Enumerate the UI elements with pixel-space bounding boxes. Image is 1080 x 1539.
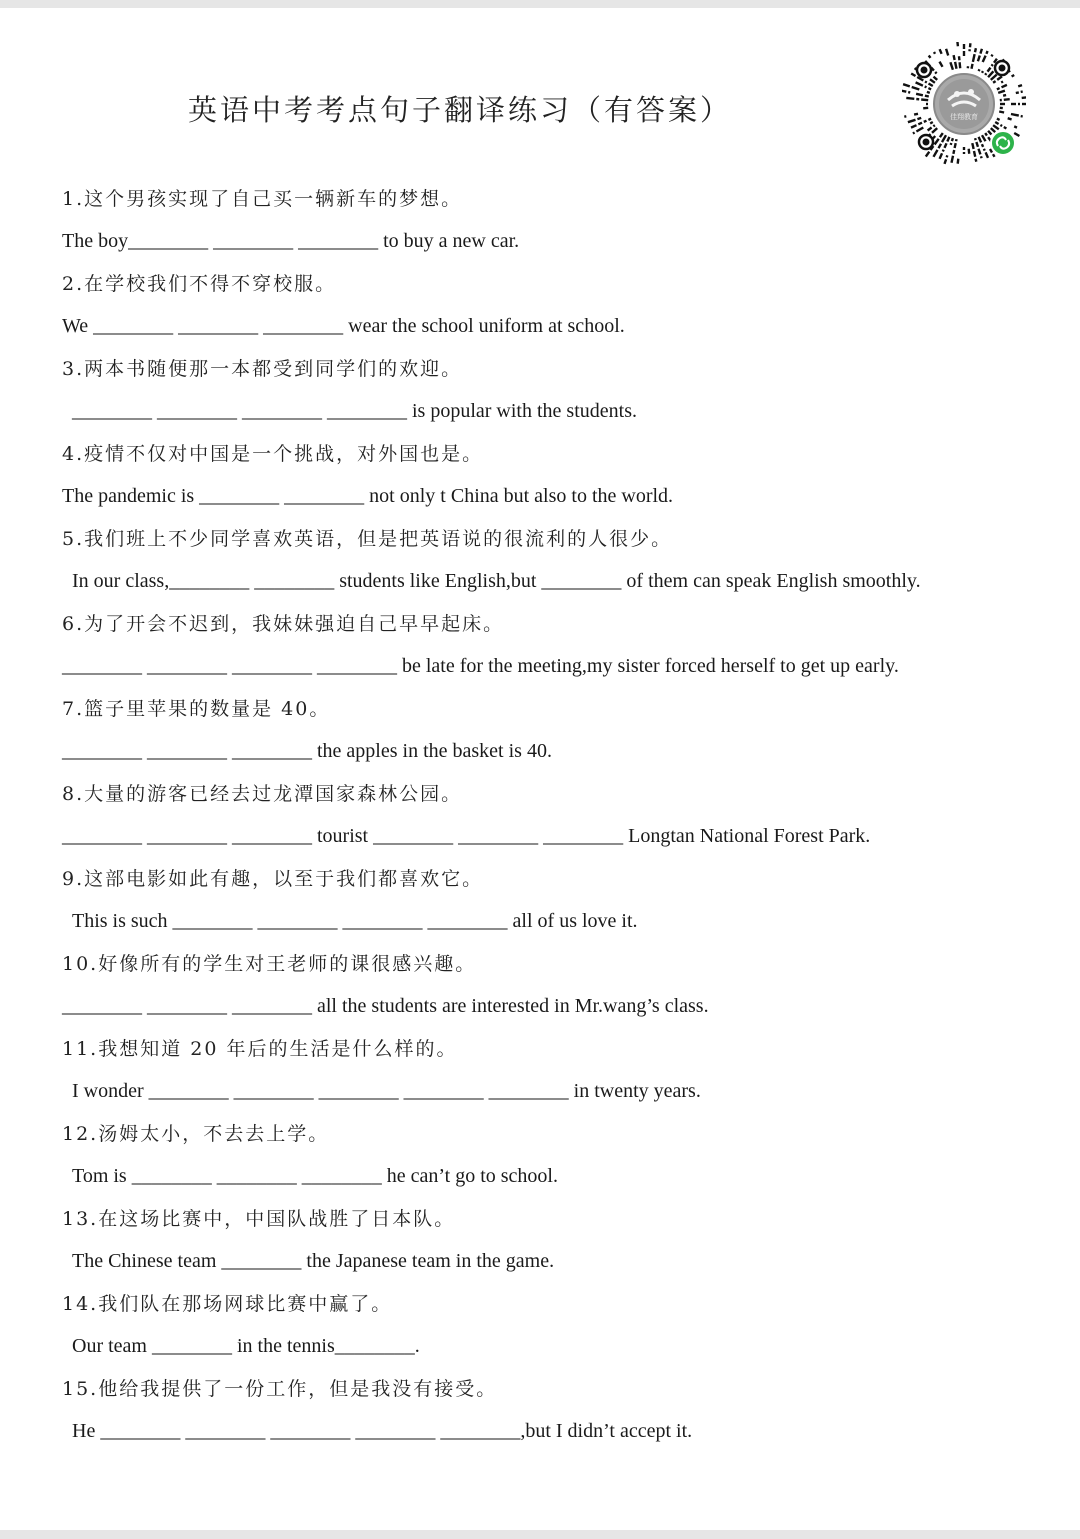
mini-program-qr-code[interactable] [902, 42, 1026, 166]
question-chinese-sentence: 10.好像所有的学生对王老师的课很感兴趣。 [62, 953, 477, 975]
worksheet-page [0, 8, 1080, 1530]
question-item [62, 943, 1052, 1028]
question-chinese-sentence: 15.他给我提供了一份工作，但是我没有接受。 [62, 1378, 498, 1400]
question-english-fill-blank: The pandemic is ________ ________ not only t China but also to the world. [62, 485, 674, 507]
question-item [62, 1283, 1052, 1368]
question-item [62, 348, 1052, 433]
question-chinese-sentence: 8.大量的游客已经去过龙潭国家森林公园。 [62, 783, 463, 805]
question-english-fill-blank: ________ ________ ________ the apples in the basket is 40. [62, 740, 552, 762]
question-item [62, 1198, 1052, 1283]
question-item [62, 858, 1052, 943]
question-chinese-sentence: 1.这个男孩实现了自己买一辆新车的梦想。 [62, 188, 463, 210]
question-english-fill-blank: We ________ ________ ________ wear the school uniform at school. [62, 315, 625, 337]
question-chinese-sentence: 12.汤姆太小，不去去上学。 [62, 1123, 330, 1145]
page-title: 英语中考考点句子翻译练习（有答案） [187, 93, 732, 127]
question-english-fill-blank: In our class,________ ________ students like English,but ________ of them can speak English smoothly. [72, 570, 921, 592]
question-english-fill-blank: Tom is ________ ________ ________ he can’t go to school. [72, 1165, 558, 1187]
question-english-fill-blank: This is such ________ ________ ________ ________ all of us love it. [72, 910, 638, 932]
question-item [62, 263, 1052, 348]
question-chinese-sentence: 2.在学校我们不得不穿校服。 [62, 273, 337, 295]
question-item [62, 518, 1052, 603]
question-item [62, 773, 1052, 858]
question-chinese-sentence: 4.疫情不仅对中国是一个挑战，对外国也是。 [62, 443, 484, 465]
question-item [62, 1028, 1052, 1113]
question-item [62, 1368, 1052, 1453]
question-list [62, 178, 1052, 1453]
question-english-fill-blank: The Chinese team ________ the Japanese team in the game. [72, 1250, 555, 1272]
question-chinese-sentence: 3.两本书随便那一本都受到同学们的欢迎。 [62, 358, 463, 380]
question-english-fill-blank: I wonder ________ ________ ________ ________ ________ in twenty years. [72, 1080, 701, 1102]
question-chinese-sentence: 11.我想知道 20 年后的生活是什么样的。 [62, 1038, 458, 1060]
question-english-fill-blank: The boy________ ________ ________ to buy a new car. [62, 230, 520, 252]
question-chinese-sentence: 6.为了开会不迟到，我妹妹强迫自己早早起床。 [62, 613, 505, 635]
question-english-fill-blank: ________ ________ ________ ________ is popular with the students. [72, 400, 637, 422]
question-english-fill-blank: ________ ________ ________ tourist ________ ________ ________ Longtan National Forest Park. [62, 825, 871, 847]
question-chinese-sentence: 5.我们班上不少同学喜欢英语，但是把英语说的很流利的人很少。 [62, 528, 673, 550]
question-item [62, 433, 1052, 518]
question-english-fill-blank: He ________ ________ ________ ________ ________,but I didn’t accept it. [72, 1420, 693, 1442]
question-item [62, 1113, 1052, 1198]
question-item [62, 688, 1052, 773]
question-chinese-sentence: 13.在这场比赛中，中国队战胜了日本队。 [62, 1208, 456, 1230]
question-english-fill-blank: ________ ________ ________ all the students are interested in Mr.wang’s class. [62, 995, 709, 1017]
question-english-fill-blank: Our team ________ in the tennis________. [72, 1335, 420, 1357]
question-chinese-sentence: 7.篮子里苹果的数量是 40。 [62, 698, 331, 720]
question-chinese-sentence: 14.我们队在那场网球比赛中赢了。 [62, 1293, 393, 1315]
question-english-fill-blank: ________ ________ ________ ________ be late for the meeting,my sister forced herself to get up early. [62, 655, 899, 677]
question-chinese-sentence: 9.这部电影如此有趣，以至于我们都喜欢它。 [62, 868, 484, 890]
question-item [62, 178, 1052, 263]
logo-text: 佳翔教育 [950, 113, 978, 121]
question-item [62, 603, 1052, 688]
qr-code-graphic [902, 42, 1026, 166]
mini-program-link-icon [991, 131, 1015, 155]
